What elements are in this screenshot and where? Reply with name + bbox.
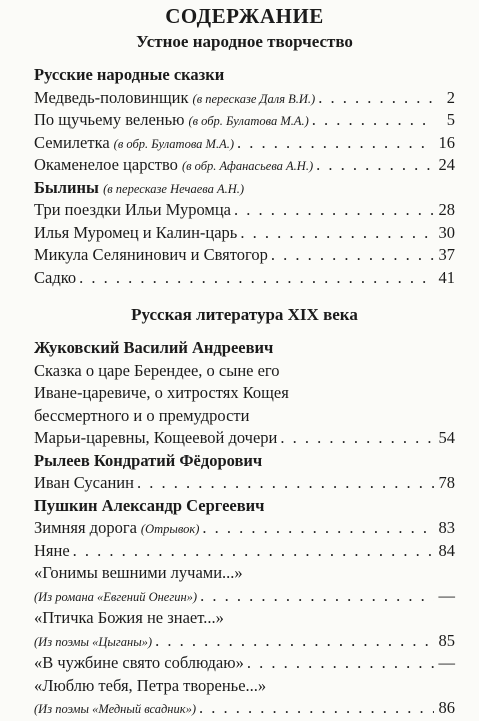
entry-title: Иван Сусанин [34,473,134,492]
page-title: СОДЕРЖАНИЕ [165,4,324,28]
subsection-heading-byliny [34,177,455,200]
entry-title: Семилетка [34,132,110,152]
page-number: 28 [438,200,455,219]
toc-entry[interactable] [34,132,455,155]
page-number: 54 [438,428,455,447]
author-heading-pushkin: Пушкин Александр Сергеевич [34,495,265,515]
heading-label: Былины [34,177,99,197]
toc-entry[interactable] [34,652,455,675]
dot-leader [155,630,434,653]
toc-entry[interactable] [34,540,455,563]
dot-leader [137,472,434,495]
entry-title: По щучьему веленью [34,110,185,129]
author-heading-ryleev: Рылеев Кондратий Фёдорович [34,450,263,470]
entry-title-line[interactable]: «Гонимы вешними лучами...» [34,563,243,582]
entry-title: Окаменелое царство [34,155,178,174]
dot-leader [318,87,434,110]
dot-leader [247,652,434,675]
entry-title: Илья Муромец и Калин-царь [34,222,238,242]
toc-entry-source[interactable] [34,697,455,720]
page-number: 16 [438,132,455,152]
dot-leader [312,109,434,132]
page-number: 24 [438,155,455,174]
dot-leader [240,222,434,245]
page-number: 30 [438,222,455,242]
page-number: 83 [438,518,455,537]
entry-title: Микула Селянинович и Святогор [34,245,268,264]
table-of-contents [0,3,479,717]
entry-note: (в обр. Афанасьева А.Н.) [181,159,314,173]
page-number: 78 [438,473,455,492]
entry-title: Медведь-половинщик [34,87,189,107]
toc-entry-source[interactable] [34,585,455,608]
dot-leader [234,199,434,222]
page-number: 5 [446,110,455,129]
dot-leader [316,154,434,177]
entry-title-line[interactable]: «Люблю тебя, Петра творенье...» [34,675,267,695]
dot-leader [237,132,434,155]
dot-leader [200,585,434,608]
toc-entry[interactable] [34,517,455,540]
toc-entry[interactable] [34,244,455,267]
page-number: 85 [438,630,455,650]
heading-note: (в пересказе Нечаева А.Н.) [103,181,245,196]
toc-entry[interactable] [34,267,455,290]
section-title-19th-century: Русская литература XIX века [131,305,358,324]
toc-entry[interactable] [34,199,455,222]
entry-source: (Из романа «Евгений Онегин») [34,589,198,604]
entry-title: Зимняя дорога [34,518,137,537]
page-number: 37 [438,245,455,264]
page-number: 84 [438,540,455,560]
dot-leader [79,267,434,290]
entry-title-line[interactable]: Иване-царевиче, о хитростях Кощея [34,383,289,402]
toc-entry[interactable] [34,222,455,245]
entry-title-line[interactable]: Сказка о царе Берендее, о сыне его [34,360,280,380]
dot-leader [280,427,434,450]
entry-note: (Отрывок) [140,522,200,536]
entry-note: (в обр. Булатова М.А.) [113,136,234,151]
entry-title: Три поездки Ильи Муромца [34,200,231,219]
entry-title: «В чужбине свято соблюдаю» [34,653,244,672]
page-number: 41 [438,267,455,287]
dot-leader [202,517,434,540]
dot-leader [73,540,434,563]
toc-entry[interactable] [34,154,455,177]
entry-title: Марьи-царевны, Кощеевой дочери [34,428,278,447]
entry-note: (в пересказе Даля В.И.) [192,91,316,106]
author-heading-zhukovsky: Жуковский Василий Андреевич [34,338,274,357]
entry-source: (Из поэмы «Цыганы») [34,634,153,649]
page-number: 86 [438,698,455,717]
entry-source: (Из поэмы «Медный всадник») [34,702,196,716]
section-title-folklore: Устное народное творчество [136,32,353,51]
entry-title: Садко [34,267,77,287]
toc-entry[interactable] [34,427,455,450]
entry-title-line[interactable]: «Птичка Божия не знает...» [34,608,224,627]
toc-entry[interactable] [34,472,455,495]
page-number: — [438,653,455,672]
page-number: — [438,585,455,605]
toc-entry-source[interactable] [34,630,455,653]
entry-note: (в обр. Булатова М.А.) [188,114,309,128]
toc-entry[interactable] [34,109,455,132]
entry-title-line[interactable]: бессмертного и о премудрости [34,405,250,425]
subsection-heading-tales: Русские народные сказки [34,65,225,84]
dot-leader [199,697,434,720]
toc-entry[interactable] [34,87,455,110]
page-number: 2 [446,87,455,107]
entry-title: Няне [34,540,70,560]
dot-leader [271,244,434,267]
